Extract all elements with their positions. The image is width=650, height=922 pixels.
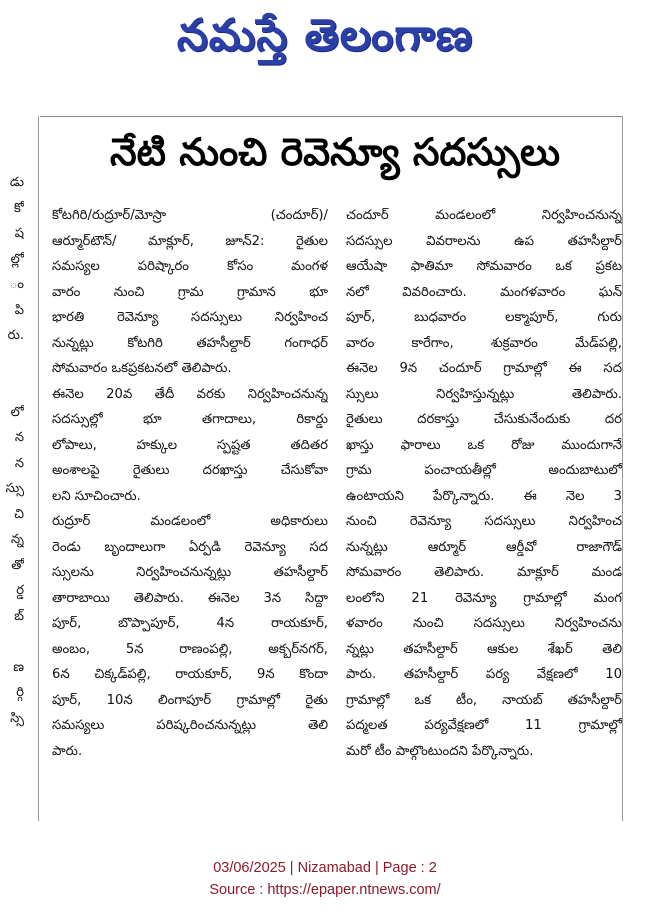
article-line: వారం కారేగాం, శుక్రవారం మేడ్‌పల్లి, [346, 335, 622, 351]
fragment-line [0, 349, 24, 375]
article-line: రెండు బృందాలుగా ఏర్పడి రెవెన్యూ సద [52, 539, 328, 555]
article-line: పూర్, బుధవారం లక్మాపూర్, గురు [346, 310, 622, 325]
article-line: స్సులను నిర్వహించనున్నట్లు తహసీల్దార్ [52, 565, 328, 580]
fragment-line: న [14, 455, 24, 471]
article-column-2 [346, 203, 622, 815]
article-line: నున్నట్లు కోటగిరి తహసీల్దార్ గంగాధర్ [52, 335, 328, 351]
fragment-line: ర్డ [16, 583, 24, 598]
article-line: స్సులు నిర్వహిస్తున్నట్లు తెలిపారు. [346, 386, 622, 402]
article-line: లని సూచించారు. [52, 488, 141, 504]
article-line: ఖాస్తు ఫారాలు ఒక రోజు ముందుగానే [346, 437, 622, 453]
article-line: గ్రామాల్లో ఒక టీం, నాయబ్ తహసీల్దార్ [346, 692, 622, 708]
fragment-line: తో [11, 557, 24, 573]
article-line: నుంచి రెవెన్యూ సదస్సులు నిర్వహించ [346, 514, 622, 529]
article-line: గ్రామ పంచాయతీల్లో అందుబాటులో [346, 463, 622, 478]
article-line: ఈనెల 20వ తేదీ వరకు నిర్వహించనున్న [52, 386, 328, 402]
article-line: ఆయేషా ఫాతిమా సోమవారం ఒక ప్రకట [346, 259, 622, 274]
article-line: సమస్యలు పరిష్కరించనున్నట్లు తెలి [52, 718, 328, 733]
fragment-line: ణ [13, 659, 24, 675]
article-line: పూర్, 10న లింగాపూర్ గ్రామాల్లో రైతు [52, 692, 328, 708]
article-line: మరో టీం పాల్గొంటుందని పేర్కొన్నారు. [346, 743, 534, 759]
fragment-line: పి [14, 302, 24, 318]
article-line: భారతి రెవెన్యూ సదస్సులు నిర్వహించ [52, 310, 328, 325]
article-line: నున్నట్లు ఆర్మూర్ ఆర్డీవో రాజాగౌడ్ [346, 539, 622, 555]
fragment-line: ష [14, 226, 24, 241]
fragment-line: ం [9, 277, 24, 292]
article-line: వారం నుంచి గ్రామ గ్రామాన భూ [52, 284, 328, 300]
article-line: సమస్యల పరిష్కారం కోసం మంగళ [52, 259, 328, 274]
fragment-line: చి [14, 506, 24, 522]
fragment-line: లో [10, 404, 24, 420]
article-line: సోమవారం ఒకప్రకటనలో తెలిపారు. [52, 361, 232, 376]
article-line: 6న చిక్కడ్‌పల్లి, రాయకూర్, 9న కొందా [52, 667, 328, 682]
fragment-line [0, 374, 24, 400]
article-line: తారాబాయి తెలిపారు. ఈనెల 3న సిద్దా [52, 590, 328, 606]
fragment-line: న [14, 430, 24, 445]
article-line: పారు. [52, 743, 83, 759]
fragment-line: న్న [11, 532, 24, 547]
article-line: లంలోని 21 రెవెన్యూ గ్రామాల్లో మంగ [346, 590, 622, 606]
fragment-line: స్సు [5, 481, 24, 496]
article-column-1 [52, 203, 328, 815]
previous-article-fragment [0, 170, 24, 810]
fragment-line: రు. [7, 328, 24, 343]
article-line: ఆర్మూర్‌టౌన్/ మాక్లూర్, జూన్2: రైతుల [52, 233, 328, 249]
article-line: పూర్, బొప్పాపూర్, 4న రాయకూర్, [52, 616, 328, 631]
headline-top-rule [40, 116, 622, 117]
fragment-line [0, 629, 24, 655]
article-line: అంశాలపై రైతులు దరఖాస్తు చేసుకోవా [52, 463, 328, 478]
article-line: లోపాలు, హక్కుల స్పష్టత తదితర [52, 437, 328, 453]
article-headline: నేటి నుంచి రెవెన్యూ సదస్సులు [109, 130, 561, 174]
fragment-line: ల్లో [10, 251, 24, 267]
article-line: ఈనెల 9న చందూర్ గ్రామాల్లో ఈ సద [346, 361, 622, 376]
footer-source-link[interactable]: Source : https://epaper.ntnews.com/ [209, 882, 441, 898]
article-line: రైతులు దరకాస్తు చేసుకునేందుకు దర [346, 412, 622, 427]
fragment-line: బ్ [14, 608, 24, 624]
article-line: న్నట్లు తహసీల్దార్ ఆకుల శేఖర్ తెలి [346, 641, 622, 657]
newspaper-masthead: నమస్తే తెలంగాణ [176, 10, 474, 61]
article-line: సదస్సుల వివరాలను ఉప తహసీల్దార్ [346, 233, 622, 249]
article-line: రుద్రూర్ మండలంలో అధికారులు [52, 514, 328, 529]
article-line: కోటగిరి/రుద్రూర్/మోస్రా (చందూర్)/ [52, 208, 328, 223]
article-line: పద్మలత పర్యవేక్షణలో 11 గ్రామాల్లో [346, 718, 622, 733]
article-line: పారు. తహసీల్దార్ పర్య వేక్షణలో 10 [346, 667, 622, 682]
article-line: ళవారం నుంచి సదస్సులు నిర్వహించను [346, 616, 622, 631]
left-column-rule [38, 116, 39, 821]
article-line: సోమవారం తెలిపారు. మాక్లూర్ మండ [346, 565, 622, 580]
fragment-line: కో [13, 200, 24, 216]
right-column-rule [622, 116, 623, 821]
article-line: చందూర్ మండలంలో నిర్వహించనున్న [346, 208, 622, 223]
article-line: అంబం, 5న రాణంపల్లి, అక్బర్‌నగర్, [52, 641, 328, 657]
fragment-line: స్సి [10, 710, 24, 726]
article-line: ఉంటాయని పేర్కొన్నారు. ఈ నెల 3 [346, 488, 622, 504]
fragment-line: డు [9, 175, 24, 190]
fragment-line: ర్గి [16, 685, 24, 700]
article-line: నలో వివరించారు. మంగళవారం ఘన్ [346, 284, 622, 300]
footer-date-edition: 03/06/2025 | Nizamabad | Page : 2 [213, 860, 437, 876]
article-line: సదస్సుల్లో భూ తగాదాలు, రికార్డు [52, 412, 328, 427]
